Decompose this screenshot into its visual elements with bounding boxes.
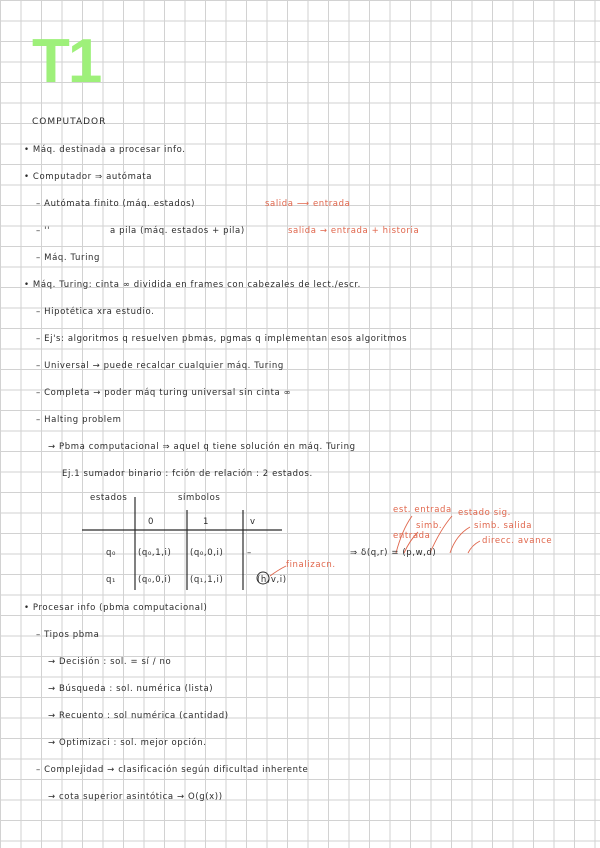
- table-header-symbols: símbolos: [178, 493, 221, 503]
- table-col-1: 1: [203, 517, 210, 527]
- note-line: • Computador ⇒ autómata: [24, 172, 153, 182]
- table-cell: (h)v,i): [257, 575, 287, 585]
- formula-annotation: simb. salida: [474, 521, 533, 531]
- note-line: a pila (máq. estados + pila): [110, 226, 245, 236]
- note-line: – Ej's: algoritmos q resuelven pbmas, pgmas q implementan esos algoritmos: [36, 334, 408, 344]
- note-line: → Búsqueda : sol. numérica (lista): [48, 684, 214, 694]
- section-heading: COMPUTADOR: [32, 117, 107, 127]
- table-col-v: v: [250, 517, 256, 527]
- note-line: – Tipos pbma: [36, 630, 100, 640]
- note-line: – Complejidad → clasificación según dificultad inherente: [36, 765, 309, 775]
- note-line: → Pbma computacional ⇒ aquel q tiene solución en máq. Turing: [48, 442, 356, 452]
- formula-annotation: estado sig.: [458, 508, 511, 518]
- note-line: → Decisión : sol. = sí / no: [48, 657, 172, 667]
- formula-annotation: simb.: [416, 521, 443, 531]
- note-annotation: salida → entrada + historia: [288, 226, 420, 236]
- note-line: • Máq. destinada a procesar info.: [24, 145, 186, 155]
- table-cell: (q₀,1,i): [138, 548, 172, 558]
- table-row-state: q₁: [106, 575, 117, 585]
- table-cell: (q₀,0,i): [190, 548, 224, 558]
- note-line: → Optimizaci : sol. mejor opción.: [48, 738, 207, 748]
- formula-annotation: entrada: [393, 531, 431, 541]
- formula-annotation: est. entrada: [393, 505, 452, 515]
- table-col-0: 0: [148, 517, 155, 527]
- note-line: – Completa → poder máq turing universal sin cinta ∞: [36, 388, 292, 398]
- note-annotation: salida ⟶ entrada: [265, 199, 351, 209]
- note-line: – Autómata finito (máq. estados): [36, 199, 196, 209]
- note-line: – Máq. Turing: [36, 253, 101, 263]
- formula-annotation: direcc. avance: [482, 536, 553, 546]
- note-line: • Procesar info (pbma computacional): [24, 603, 208, 613]
- table-cell: –: [247, 548, 252, 558]
- table-header-states: estados: [90, 493, 128, 503]
- note-line: → cota superior asintótica → O(g(x)): [48, 792, 223, 802]
- note-line: Ej.1 sumador binario : fción de relación : 2 estados.: [62, 469, 313, 479]
- note-line: – Universal → puede recalcar cualquier máq. Turing: [36, 361, 284, 371]
- transition-formula: ⇒ δ(q,r) = (p,w,d): [350, 548, 437, 558]
- note-line: – Halting problem: [36, 415, 122, 425]
- table-cell: (q₀,0,i): [138, 575, 172, 585]
- note-line: → Recuento : sol numérica (cantidad): [48, 711, 229, 721]
- note-line: • Máq. Turing: cinta ∞ dividida en frames con cabezales de lect./escr.: [24, 280, 361, 290]
- page-title: T1: [32, 27, 101, 96]
- note-line: – '': [36, 226, 51, 236]
- table-row-state: q₀: [106, 548, 117, 558]
- table-cell: (q₁,1,i): [190, 575, 224, 585]
- final-state-annotation: finalizacn.: [286, 560, 336, 570]
- note-line: – Hipotética xra estudio.: [36, 307, 155, 317]
